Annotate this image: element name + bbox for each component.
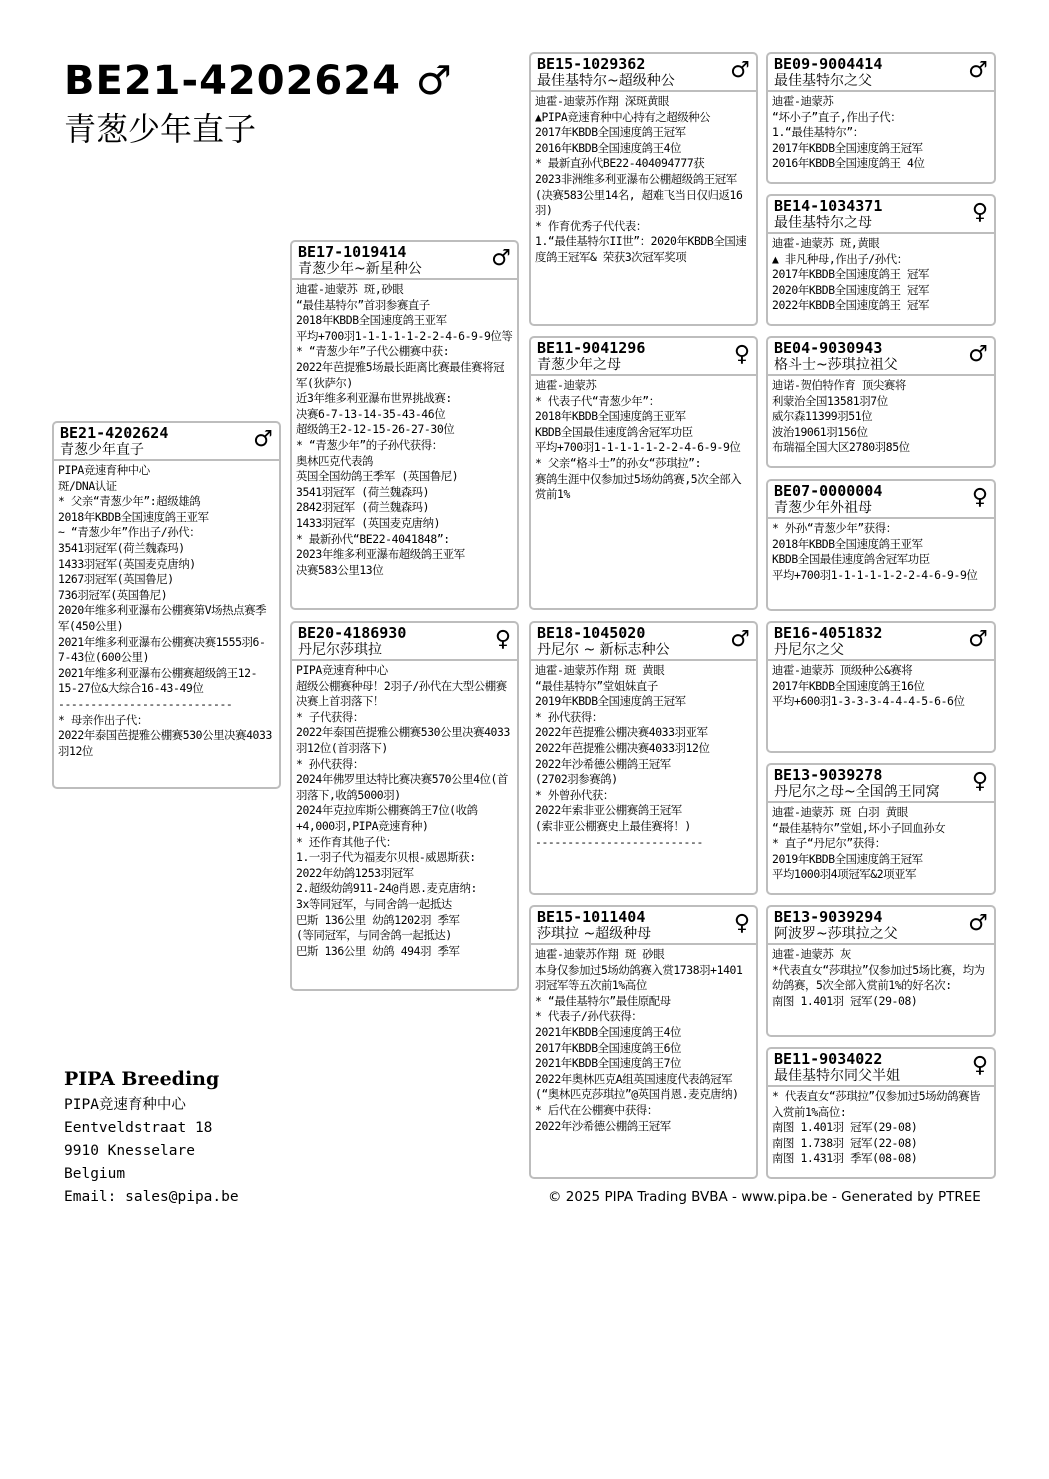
ring-number: BE17-1019414 bbox=[298, 243, 407, 261]
ring-number: BE18-1045020 bbox=[537, 624, 646, 642]
contact-email[interactable]: Email: sales@pipa.be bbox=[64, 1189, 239, 1205]
dsd-card bbox=[766, 763, 996, 895]
dss-card bbox=[766, 621, 996, 753]
contact-line: 9910 Knesselare bbox=[64, 1143, 195, 1159]
bird-info: 迪霍-迪蒙苏 “坏小子”直子,作出子代： 1.“最佳基特尔”： 2017年KBDB全国速度鸽王冠军 2016年KBDB全国速度鸽王 4位 bbox=[772, 94, 925, 171]
ssd-card bbox=[766, 194, 996, 326]
male-icon: ♂ bbox=[491, 246, 511, 271]
ring-number: BE21-4202624 bbox=[60, 424, 169, 442]
bird-info: 迪霍-迪蒙苏作翔 深斑黄眼 ▲PIPA竞速育种中心持有之超级种公 2017年KBDB全国速度鸽王冠军 2016年KBDB全国速度鸽王4位 * 最新直孙代BE22-404094777获 2023非洲维多利亚瀑布公棚超级鸽王冠军(决赛583公里14名, 超难飞当日仅归返16羽) * 作育优秀子代代表： 1.“最佳基特尔II世”：2020年KBDB全国速度鸽王冠军& 荣获3次冠军奖项 bbox=[535, 94, 747, 264]
sds-card bbox=[766, 336, 996, 468]
bird-name: 青葱少年~新星种公 bbox=[298, 261, 422, 277]
ring-number: BE04-9030943 bbox=[774, 339, 883, 357]
bird-name: 格斗士~莎琪拉祖父 bbox=[774, 357, 898, 373]
bird-info: 迪诺-贺伯特作育 顶尖赛将 利蒙治全国13581羽7位 威尔森11399羽51位 波治19061羽156位 布瑞福全国大区2780羽85位 bbox=[772, 378, 910, 455]
female-icon: ♀ bbox=[733, 342, 750, 367]
sdd-card bbox=[766, 479, 996, 611]
bird-name: 最佳基特尔之父 bbox=[774, 73, 872, 89]
sire-card bbox=[290, 240, 519, 610]
bird-info: 迪霍-迪蒙苏 斑 白羽 黄眼 “最佳基特尔”堂姐,坏小子回血孙女 * 直子“丹尼尔”获得： 2019年KBDB全国速度鸽王冠军 平均1000羽4项冠军&2项亚军 bbox=[772, 805, 946, 882]
contact-line: Belgium bbox=[64, 1166, 126, 1182]
bird-info: * 代表直女“莎琪拉”仅参加过5场幼鸽赛皆入赏前1%高位: 南图 1.401羽 冠军(29-08) 南图 1.738羽 冠军(22-08) 南图 1.431羽 季军(08-08) bbox=[772, 1089, 981, 1166]
bird-name: 丹尼尔 ~ 新标志种公 bbox=[537, 642, 670, 658]
bird-info: PIPA竞速育种中心 超级公棚赛种母！2羽子/孙代在大型公棚赛决赛上首羽落下！ * 子代获得： 2022年泰国芭提雅公棚赛530公里决赛4033羽12位(首羽落下) * 孙代获得： 2024年佛罗里达特比赛决赛570公里4位(首羽落下,收鸽5000羽) 2024年克拉库斯公棚赛鸽王7位(收鸽+4,000羽,PIPA竞速育种) * 还作育其他子代： 1.一羽子代为福麦尔贝根-威恩斯获: 2022年幼鸽1253羽冠军 2.超级幼鸽911-24@肖恩.麦克唐纳: 3x等同冠军，与同舍鸽一起抵达 巴斯 136公里 幼鸽1202羽 季军 (等同冠军，与同舍鸽一起抵达) 巴斯 136公里 幼鸽 494羽 季军 bbox=[296, 663, 510, 958]
sire-dam-card bbox=[529, 336, 758, 610]
card-header bbox=[768, 765, 994, 803]
bird-info: 迪霍-迪蒙苏 * 代表子代“青葱少年”： 2018年KBDB全国速度鸽王亚军 KBDB全国最佳速度鸽舍冠军功臣 平均+700羽1-1-1-1-1-2-2-4-6-9-9位 * 父亲“格斗士”的孙女“莎琪拉”: 赛鸽生涯中仅参加过5场幼鸽赛,5次全部入赏前1% bbox=[535, 378, 742, 502]
bird-name: 青葱少年直子 bbox=[60, 442, 144, 458]
card-header bbox=[768, 481, 994, 519]
company-name: PIPA Breeding bbox=[64, 1068, 220, 1090]
ring-number: BE16-4051832 bbox=[774, 624, 883, 642]
dam-card bbox=[290, 621, 519, 991]
male-icon: ♂ bbox=[968, 58, 988, 83]
ring-number: BE11-9041296 bbox=[537, 339, 646, 357]
contact-line: Eentveldstraat 18 bbox=[64, 1120, 213, 1136]
card-header bbox=[531, 907, 756, 945]
female-icon: ♀ bbox=[971, 200, 988, 225]
card-header bbox=[768, 196, 994, 234]
male-icon: ♂ bbox=[968, 342, 988, 367]
card-header bbox=[768, 338, 994, 376]
bird-name: 最佳基特尔同父半姐 bbox=[774, 1068, 900, 1084]
main-bird-name: 青葱少年直子 bbox=[64, 110, 257, 148]
bird-name: 丹尼尔之母~全国鸽王同窝 bbox=[774, 784, 940, 800]
female-icon: ♀ bbox=[494, 627, 511, 652]
card-header bbox=[292, 242, 517, 280]
card-header bbox=[768, 623, 994, 661]
bird-name: 青葱少年外祖母 bbox=[774, 500, 872, 516]
dam-dam-card bbox=[529, 905, 758, 1179]
bird-info: 迪霍-迪蒙苏 斑,砂眼 “最佳基特尔”首羽参赛直子 2018年KBDB全国速度鸽王亚军 平均+700羽1-1-1-1-1-2-2-4-6-9-9位等 * “青葱少年”子代公棚赛中获: 2022年芭提雅5场最长距离比赛最佳赛将冠军(狄萨尔) 近3年维多利亚瀑布世界挑战赛: 决赛6-7-13-14-35-43-46位 超级鸽王2-12-15-26-27-30位 * “青葱少年”的子孙代获得： 奥林匹克代表鸽 英国全国幼鸽王季军 (英国鲁尼) 3541羽冠军 (荷兰魏森玛) 2842羽冠军 (荷兰魏森玛) 1433羽冠军 (英国麦克唐纳) * 最新孙代“BE22-4041848”: 2023年维多利亚瀑布超级鸽王亚军 决赛583公里13位 bbox=[296, 282, 513, 577]
card-header bbox=[531, 338, 756, 376]
bird-info: * 外孙“青葱少年”获得： 2018年KBDB全国速度鸽王亚军 KBDB全国最佳速度鸽舍冠军功臣 平均+700羽1-1-1-1-1-2-2-4-6-9-9位 bbox=[772, 521, 978, 582]
bird-name: 最佳基特尔之母 bbox=[774, 215, 872, 231]
ring-number: BE14-1034371 bbox=[774, 197, 883, 215]
copyright-text: © 2025 PIPA Trading BVBA - www.pipa.be - Generated by PTREE bbox=[548, 1189, 981, 1205]
card-header bbox=[531, 623, 756, 661]
bird-info: 迪霍-迪蒙苏作翔 斑 砂眼 本身仅参加过5场幼鸽赛入赏1738羽+1401羽冠军等五次前1%高位 * “最佳基特尔”最佳原配母 * 代表子/孙代获得： 2021年KBDB全国速度鸽王4位 2017年KBDB全国速度鸽王6位 2021年KBDB全国速度鸽王7位 2022年奥林匹克A组英国速度代表鸽冠军(“奥林匹克莎琪拉”@英国肖恩.麦克唐纳) * 后代在公棚赛中获得： 2022年沙希德公棚鸽王冠军 bbox=[535, 947, 743, 1133]
male-icon: ♂ bbox=[253, 427, 273, 452]
bird-name: 青葱少年之母 bbox=[537, 357, 621, 373]
card-header bbox=[768, 54, 994, 92]
ring-number: BE09-9004414 bbox=[774, 55, 883, 73]
female-icon: ♀ bbox=[971, 769, 988, 794]
dam-sire-card bbox=[529, 621, 758, 895]
male-icon: ♂ bbox=[730, 627, 750, 652]
bird-name: 丹尼尔之父 bbox=[774, 642, 844, 658]
male-icon: ♂ bbox=[968, 911, 988, 936]
male-icon: ♂ bbox=[730, 58, 750, 83]
ring-number: BE07-0000004 bbox=[774, 482, 883, 500]
company-contact bbox=[64, 1068, 239, 1209]
contact-line: PIPA竞速育种中心 bbox=[64, 1097, 186, 1113]
ring-number: BE15-1011404 bbox=[537, 908, 646, 926]
card-header bbox=[292, 623, 517, 661]
dds-card bbox=[766, 905, 996, 1037]
bird-info: PIPA竞速育种中心 斑/DNA认证 * 父亲“青葱少年”:超级雄鸽 2018年KBDB全国速度鸽王亚军 ~ “青葱少年”作出子/孙代： 3541羽冠军(荷兰魏森玛) 1433羽冠军(英国麦克唐纳) 1267羽冠军(英国鲁尼) 736羽冠军(英国鲁尼) 2020年维多利亚瀑布公棚赛第V场热点赛季军(450公里) 2021年维多利亚瀑布公棚赛决赛1555羽6-7-43位(600公里) 2021年维多利亚瀑布公棚赛超级鸽王12-15-27位&大综合16-43-49位 --------------------------- * 母亲作出子代： 2022年泰国芭提雅公棚赛530公里决赛4033羽12位 bbox=[58, 463, 272, 758]
bird-info: 迪霍-迪蒙苏 斑,黄眼 ▲ 非凡种母,作出子/孙代： 2017年KBDB全国速度鸽王 冠军 2020年KBDB全国速度鸽王 冠军 2022年KBDB全国速度鸽王 冠军 bbox=[772, 236, 930, 313]
female-icon: ♀ bbox=[733, 911, 750, 936]
bird-name: 莎琪拉 ~超级种母 bbox=[537, 926, 652, 942]
subject-card bbox=[52, 421, 281, 789]
bird-name: 最佳基特尔~超级种公 bbox=[537, 73, 675, 89]
ring-number: BE15-1029362 bbox=[537, 55, 646, 73]
ring-number: BE13-9039278 bbox=[774, 766, 883, 784]
card-header bbox=[768, 907, 994, 945]
female-icon: ♀ bbox=[971, 485, 988, 510]
ddd-card bbox=[766, 1047, 996, 1179]
ring-number: BE13-9039294 bbox=[774, 908, 883, 926]
bird-info: 迪霍-迪蒙苏 顶级种公&赛将 2017年KBDB全国速度鸽王16位 平均+600羽1-3-3-3-4-4-4-5-6-6位 bbox=[772, 663, 965, 709]
sss-card bbox=[766, 52, 996, 184]
ring-number: BE11-9034022 bbox=[774, 1050, 883, 1068]
card-header bbox=[768, 1049, 994, 1087]
bird-name: 丹尼尔莎琪拉 bbox=[298, 642, 382, 658]
female-icon: ♀ bbox=[971, 1053, 988, 1078]
main-ring-number: BE21-4202624 ♂ bbox=[64, 58, 453, 104]
card-header bbox=[54, 423, 279, 461]
male-icon: ♂ bbox=[968, 627, 988, 652]
sire-sire-card bbox=[529, 52, 758, 326]
bird-info: 迪霍-迪蒙苏 灰 *代表直女“莎琪拉”仅参加过5场比赛，均为幼鸽赛，5次全部入赏前1%的好名次: 南图 1.401羽 冠军(29-08) bbox=[772, 947, 985, 1008]
ring-number: BE20-4186930 bbox=[298, 624, 407, 642]
card-header bbox=[531, 54, 756, 92]
bird-name: 阿波罗~莎琪拉之父 bbox=[774, 926, 898, 942]
bird-info: 迪霍-迪蒙苏作翔 斑 黄眼 “最佳基特尔”堂姐妹直子 2019年KBDB全国速度鸽王冠军 * 孙代获得： 2022年芭提雅公棚决赛4033羽亚军 2022年芭提雅公棚决赛4033羽12位 2022年沙希德公棚鸽王冠军 (2702羽参赛鸽) * 外曾孙代获： 2022年索非亚公棚赛鸽王冠军 (索非亚公棚赛史上最佳赛将！) -------------------------- bbox=[535, 663, 710, 849]
